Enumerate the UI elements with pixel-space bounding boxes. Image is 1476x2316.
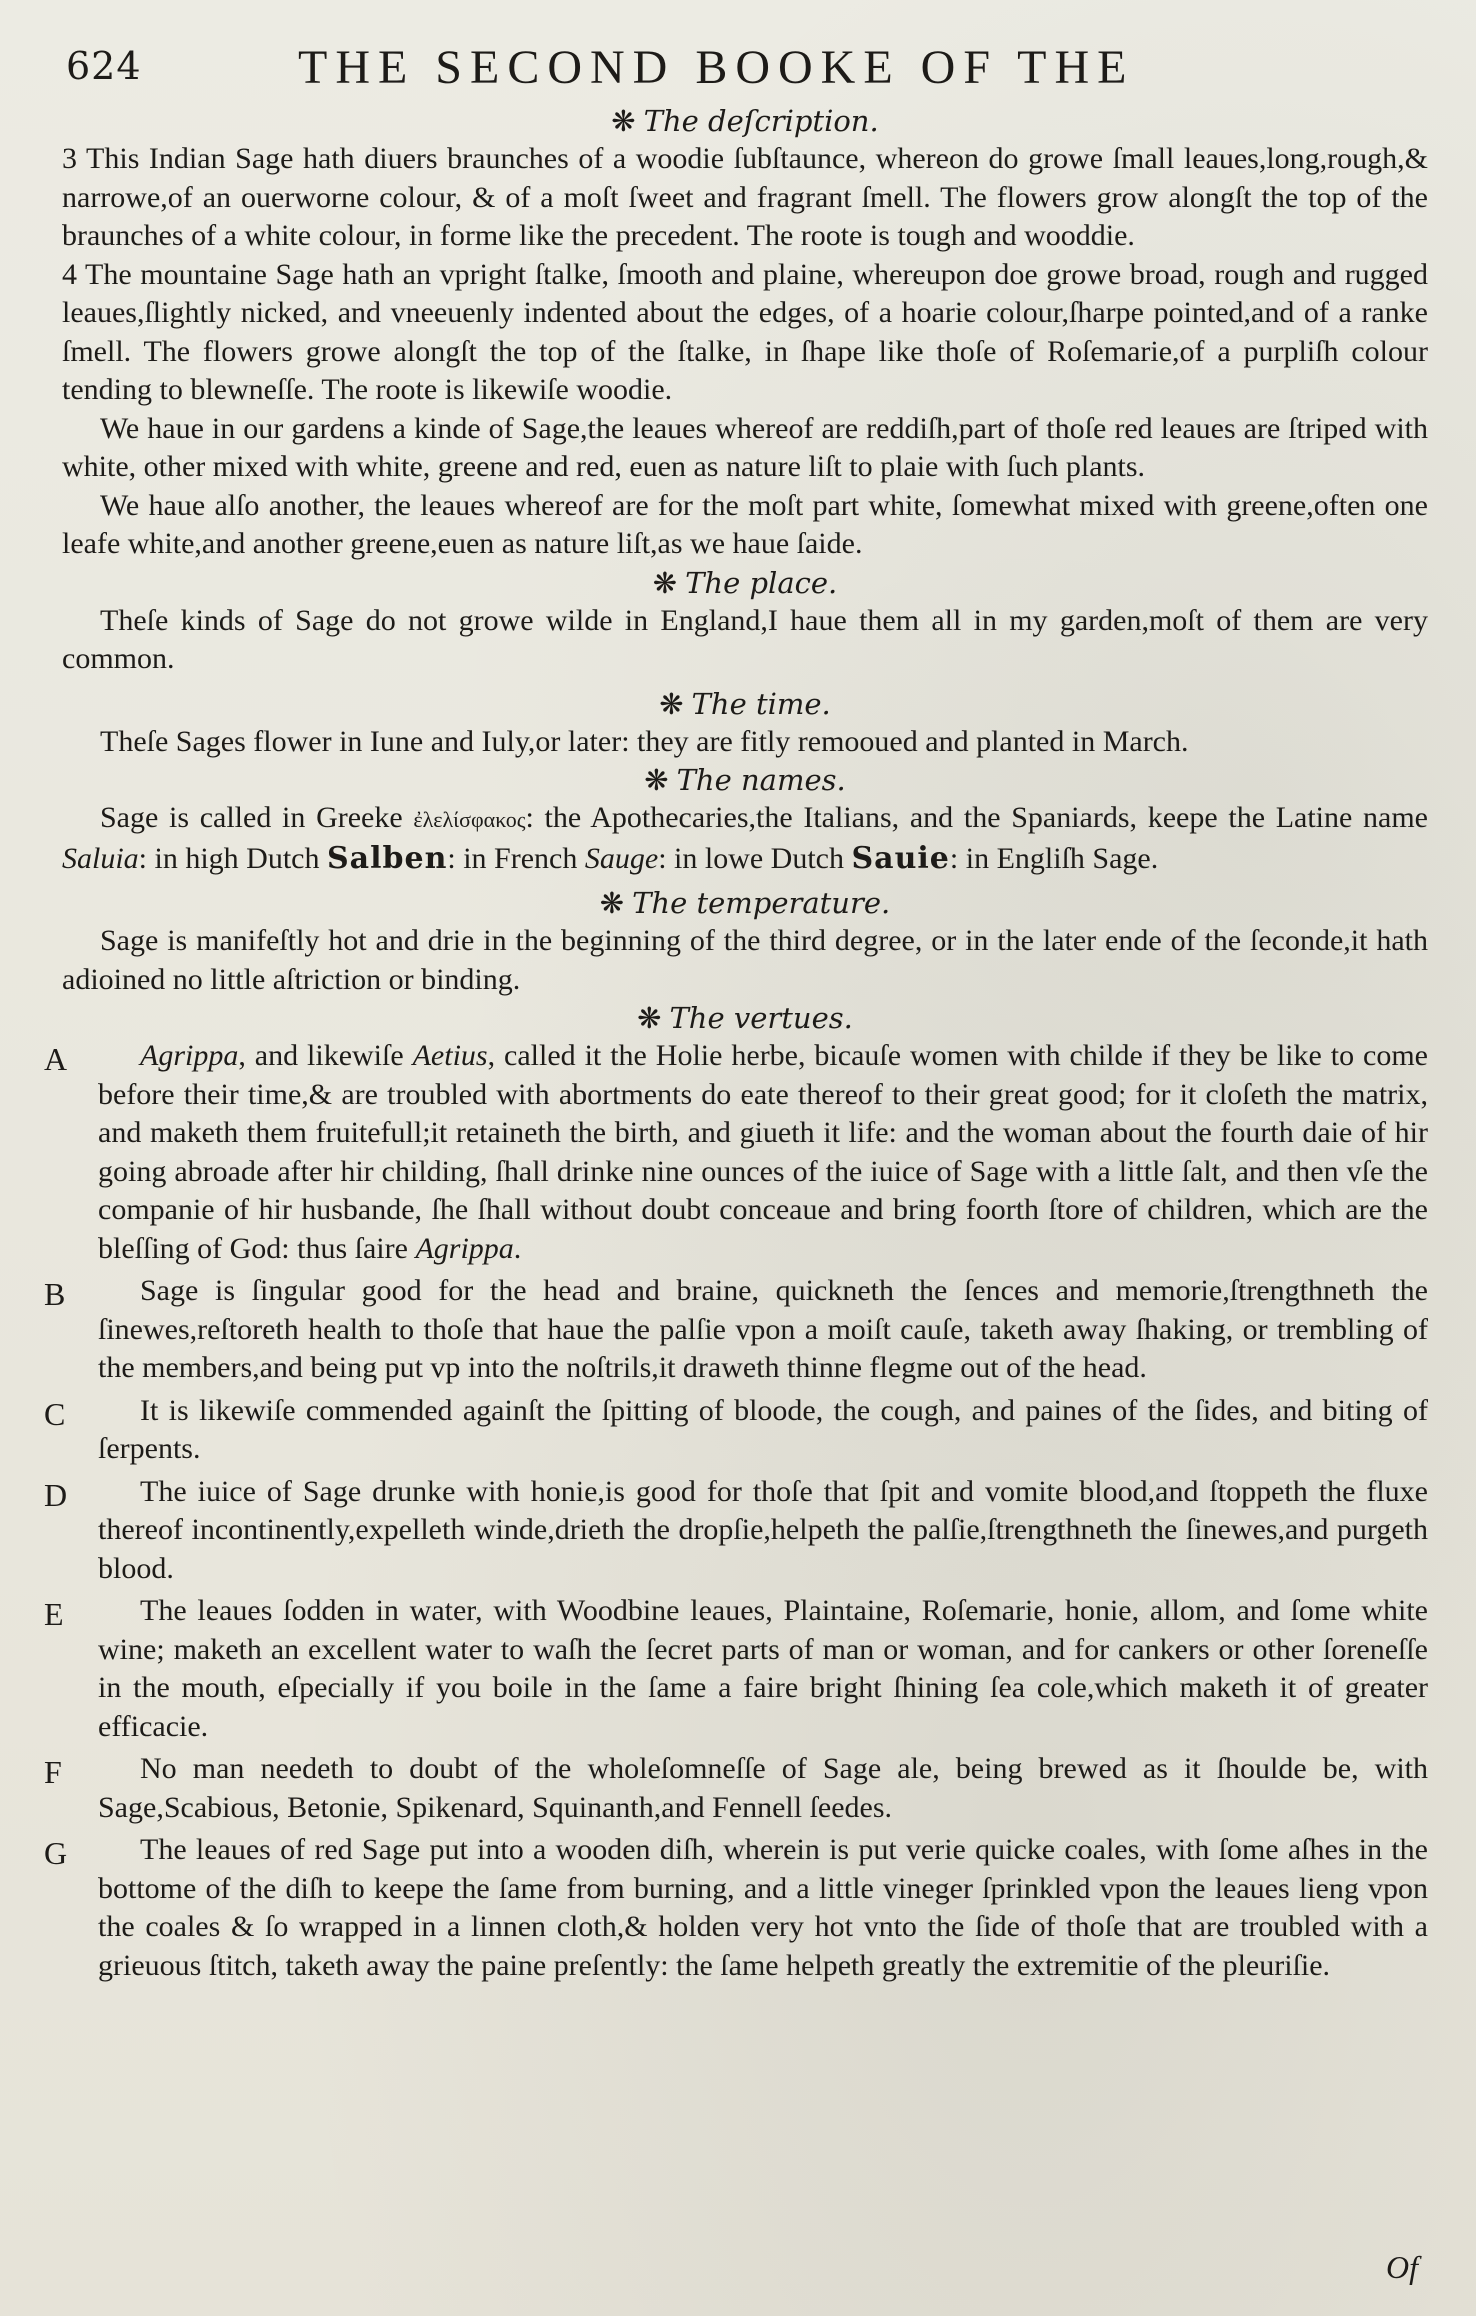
paragraph-place: Theſe kinds of Sage do not growe wilde in England,I haue them all in my garden,moſt of them are very common. (62, 603, 1428, 675)
running-title: THE SECOND BOOKE OF THE (298, 41, 1135, 94)
author-name: Agrippa (415, 1231, 514, 1265)
section-heading-description: ❋ The deſcription. (611, 104, 879, 138)
paragraph-mountaine-sage: 4 The mountaine Sage hath an vpright ſtalke, ſmooth and plaine, whereupon doe growe broad, rough and rugged leaues,ſlightly nicked, and vneeuenly indented about the edges, of a hoarie colour,ſharpe pointed,and of a ranke ſmell. The flowers growe alongſt the top of the ſtalke, in ſhape like thoſe of Roſemarie,of a purpliſh colour tending to blewneſſe. The roote is likewiſe woodie. (62, 257, 1428, 406)
vertue-d (44, 1473, 1428, 1589)
author-name: Aetius (412, 1039, 488, 1072)
vertue-text-f: No man needeth to doubt of the wholeſomneſſe of Sage ale, being brewed as it ſhoulde be, with Sage,Scabious, Betonie, Spikenard, Squinanth,and Fennell ſeedes. (98, 1752, 1428, 1824)
margin-letter-b: B (44, 1276, 66, 1312)
catchword: Of (1386, 2249, 1418, 2285)
margin-letter-c: C (44, 1395, 66, 1432)
paragraph-names: Sage is called in Greeke ἐλελίσφακος: the Apothecaries,the Italians, and the Spaniards, keepe the Latine name Saluia: in high Dutch Salben: in French Sauge: in lowe Dutch Sauie: in Engliſh Sage. (62, 801, 1428, 876)
section-heading-temperature: ❋ The temperature. (599, 886, 891, 920)
paragraph-temperature: Sage is manifeſtly hot and drie in the beginning of the third degree, or in the later ende of the ſeconde,it hath adioined no little aſtriction or binding. (62, 924, 1428, 996)
asterism-icon: ❋ (652, 565, 678, 600)
vertue-e (44, 1592, 1428, 1746)
vertue-c (44, 1392, 1428, 1469)
vertue-text-d: The iuice of Sage drunke with honie,is good for thoſe that ſpit and vomite blood,and ſtoppeth the fluxe thereof incontinently,expelleth winde,drieth the dropſie,helpeth the palſie,ſtrengthneth the ſinewes,and purgeth blood. (98, 1474, 1428, 1585)
vertue-a (44, 1037, 1428, 1268)
paragraph-time: Theſe Sages flower in Iune and Iuly,or later: they are fitly remooued and planted in March. (100, 724, 1189, 758)
vertue-text-a: Agrippa, and likewiſe Aetius, called it the Holie herbe, bicauſe women with childe if they be like to come before their time,& are troubled with abortments do eate thereof to their great good; for it cloſeth the matrix, and maketh them fruitefull;it retaineth the birth, and giueth it life: and the woman about the fourth daie of hir going abroade after hir childing, ſhall drinke nine ounces of the iuice of Sage with a little ſalt, and then vſe the companie of hir husbande, ſhe ſhall without doubt conceaue and bring foorth ſtore of children, which are the bleſſing of God: thus ſaire Agrippa. (98, 1039, 1428, 1265)
margin-letter-a: A (44, 1041, 68, 1077)
vertue-text-c: It is likewiſe commended againſt the ſpitting of bloode, the cough, and paines of the ſides, and biting of ſerpents. (98, 1393, 1428, 1465)
vertue-f (44, 1750, 1428, 1827)
running-head (62, 30, 1428, 102)
author-name: Agrippa (140, 1039, 239, 1072)
french-name: Sauge (584, 841, 659, 875)
margin-letter-g: G (44, 1835, 68, 1871)
vertue-g (44, 1831, 1428, 1985)
greek-name: ἐλελίσφακος (413, 807, 526, 832)
section-heading-vertues: ❋ The vertues. (637, 1001, 853, 1035)
margin-letter-e: E (44, 1596, 64, 1632)
vertue-text-b: Sage is ſingular good for the head and braine, quickneth the ſences and memorie,ſtrengthneth the ſinewes,reſtoreth health to thoſe that haue the palſie vpon a moiſt cauſe, taketh away ſhaking, or trembling of the members,and being put vp into the noſtrils,it draweth thinne flegme out of the head. (98, 1274, 1428, 1384)
vertue-text-e: The leaues ſodden in water, with Woodbine leaues, Plaintaine, Roſemarie, honie, allom, and ſome white wine; maketh an excellent water to waſh the ſecret parts of man or woman, and for cankers or other ſoreneſſe in the mouth, eſpecially if you boile in the ſame a faire bright ſhining ſea cole,which maketh it of greater efficacie. (98, 1594, 1428, 1743)
asterism-icon: ❋ (644, 763, 669, 797)
margin-letter-f: F (44, 1754, 62, 1790)
paragraph-indian-sage: 3 This Indian Sage hath diuers braunches of a woodie ſubſtaunce, whereon do growe ſmall leaues,long,rough,& narrowe,of an ouerworne colour, & of a moſt ſweet and fragrant ſmell. The flowers grow alongſt the top of the braunches of a white colour, in forme like the precedent. The roote is tough and wooddie. (62, 142, 1428, 252)
section-heading-place: ❋ The place. (652, 565, 838, 600)
asterism-icon: ❋ (611, 104, 636, 138)
low-dutch-name: Sauie (851, 840, 950, 876)
asterism-icon: ❋ (599, 886, 625, 920)
latin-name: Saluia (62, 841, 139, 875)
high-dutch-name: Salben (327, 840, 448, 876)
margin-letter-d: D (44, 1476, 68, 1513)
asterism-icon: ❋ (659, 686, 684, 721)
vertue-text-g: The leaues of red Sage put into a wooden diſh, wherein is put verie quicke coales, with ſome aſhes in the bottome of the diſh to keepe the ſame from burning, and a little vineger ſprinkled vpon the leaues lieng vpon the coales & ſo wrapped in a linnen cloth,& holden very hot vnto the ſide of thoſe that are troubled with a grieuous ſtitch, taketh away the paine preſently: the ſame helpeth greatly the extremitie of the pleuriſie. (98, 1833, 1428, 1982)
paragraph-white-sage: We haue alſo another, the leaues whereof are for the moſt part white, ſomewhat mixed with greene,often one leafe white,and another greene,euen as nature liſt,as we haue ſaide. (62, 488, 1428, 560)
paragraph-red-sage: We haue in our gardens a kinde of Sage,the leaues whereof are reddiſh,part of thoſe red leaues are ſtriped with white, other mixed with white, greene and red, euen as nature liſt to plaie with ſuch plants. (62, 411, 1428, 483)
asterism-icon: ❋ (637, 1001, 662, 1035)
section-heading-time: ❋ The time. (659, 686, 831, 721)
vertue-b (44, 1272, 1428, 1388)
page-number: 624 (66, 44, 142, 88)
section-heading-names: ❋ The names. (644, 763, 846, 797)
